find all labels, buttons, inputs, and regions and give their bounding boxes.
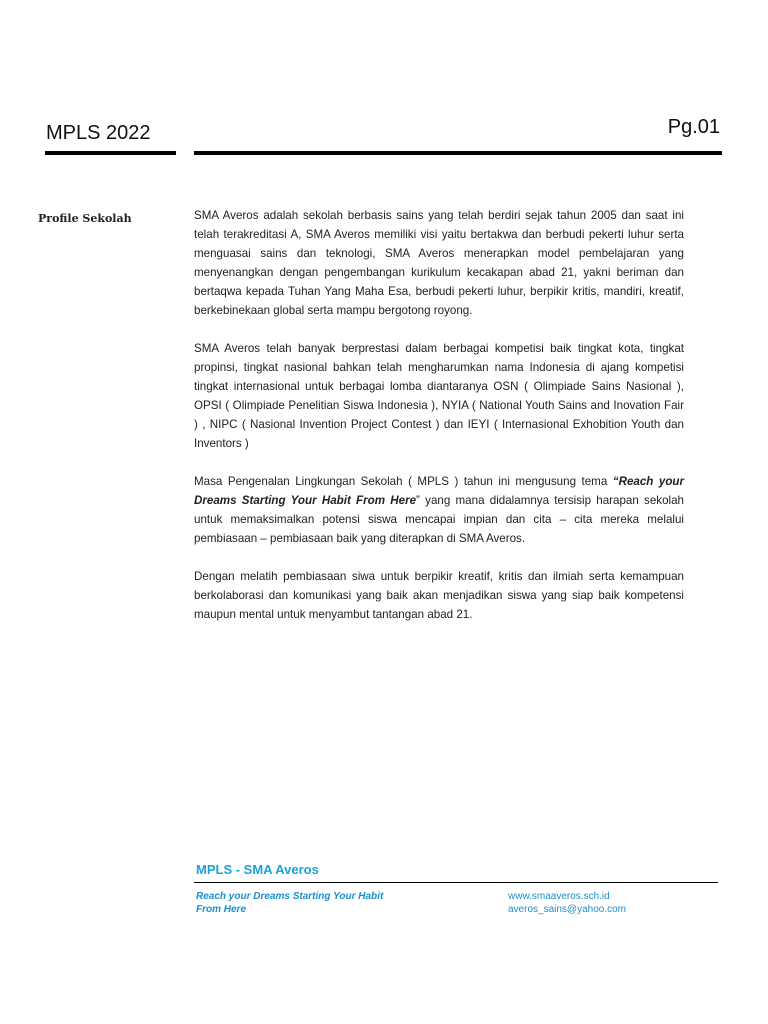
paragraph-3 <box>194 472 684 548</box>
footer-tagline-line2: From Here <box>196 904 247 915</box>
paragraph-3-intro: Masa Pengenalan Lingkungan Sekolah ( MPLS ) tahun ini mengusung tema <box>194 475 613 488</box>
mpls-theme: “Reach your Dreams Starting Your Habit From Here <box>194 475 684 507</box>
body-text <box>194 206 684 643</box>
footer-tagline-line1: Reach your Dreams Starting Your Habit <box>196 891 384 902</box>
paragraph-1: SMA Averos adalah sekolah berbasis sains yang telah berdiri sejak tahun 2005 dan saat ini telah terakreditasi A, SMA Averos memiliki visi yaitu bertakwa dan berbudi pekerti luhur serta menguasai sains dan teknologi, SMA Averos menerapkan model pembelajaran yang menyenangkan dengan pengembangan kurikulum kecakapan abad 21, yakni beriman dan bertaqwa kepada Tuhan Yang Maha Esa, berbudi pekerti luhur, berpikir kritis, mandiri, kreatif, berkebinekaan global serta mampu bergotong royong. <box>194 209 684 317</box>
section-label: Profile Sekolah <box>38 212 132 225</box>
paragraph-3-rest: ” yang mana didalamnya tersisip harapan sekolah untuk memaksimalkan potensi siswa mencapai impian dan cita – cita mereka melalui pembiasaan – pembiasaan baik yang diterapkan di SMA Averos. <box>194 494 684 545</box>
email-link[interactable]: averos_sains@yahoo.com <box>508 904 626 915</box>
footer-contact <box>508 890 626 916</box>
paragraph-4: Dengan melatih pembiasaan siwa untuk berpikir kreatif, kritis dan ilmiah serta kemampuan berkolaborasi dan komunikasi yang baik akan menjadikan siswa yang siap baik kompetensi maupun mental untuk menyambut tantangan abad 21. <box>194 570 684 621</box>
footer-rule <box>194 882 718 883</box>
footer-title: MPLS - SMA Averos <box>196 862 319 877</box>
footer-tagline <box>196 890 446 916</box>
document-title: MPLS 2022 <box>46 122 151 144</box>
header-rule-left <box>45 151 176 155</box>
header-rule-right <box>194 151 722 155</box>
paragraph-2: SMA Averos telah banyak berprestasi dalam berbagai kompetisi baik tingkat kota, tingkat propinsi, tingkat nasional bahkan telah mengharumkan nama Indonesia di ajang kompetisi tingkat internasional untuk berbagai lomba diantaranya OSN ( Olimpiade Sains Nasional ), OPSI ( Olimpiade Penelitian Siswa Indonesia ), NYIA ( National Youth Sains and Inovation Fair ) , NIPC ( Nasional Invention Project Contest ) dan IEYI ( Internasional Exhobition Youth dan Inventors ) <box>194 342 684 450</box>
website-link[interactable]: www.smaaveros.sch.id <box>508 891 610 902</box>
page-number: Pg.01 <box>667 116 720 138</box>
